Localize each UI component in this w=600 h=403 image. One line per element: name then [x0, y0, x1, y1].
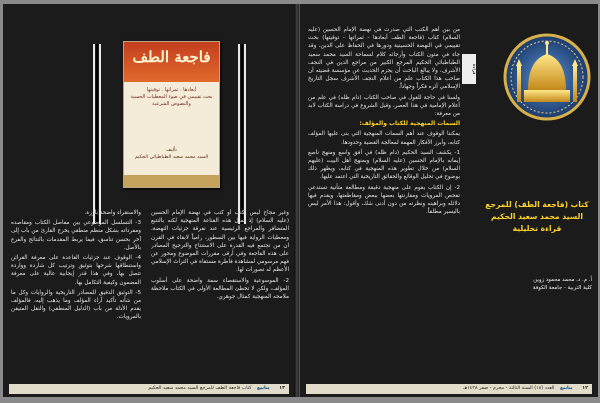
footer-article-title: كتاب فاجعة الطف للمرجع السيد محمد سعيد الحكيم: [148, 386, 252, 391]
paragraph: 2- إن الكتاب يقوم على منهجية دقيقة ومطالعة متأنية تستدعي تفحص المرويات ومقارنتها بعضها ببعض ومقاطعتها، ويقدم فيها دلائله وبراهينه ونظرته من دون أدنى شك، وأقول: هذا الأمر ليس باليسير مطلقاً.: [308, 184, 460, 216]
left-page-footer: [9, 384, 289, 394]
cover-subtitle-line1: أبعادها . ثمراتها . توقيتها: [146, 87, 197, 93]
paragraph: 1- يكشف السيد الحكيم (دام ظله) في أفق واسع ومنهج ناصع إيمانه بالإمام الحسين (عليه السلام) وبمنهج أهل البيت (عليهم السلام) من خلال تطوير هذه المنهجية في كتابه، ويظهر ذلك بوضوح في تحليل الوقائع والحقائق التاريخية التي اعتمد عليها.: [308, 149, 460, 181]
article-title: كتاب (فاجعة الطف) للمرجع السيد محمد سعيد الحكيم قراءة تحليلية: [485, 200, 589, 233]
magazine-name: ينابيع: [257, 386, 270, 391]
paragraph: يمكننا الوقوف عند أهم السمات المنهجية التي بنى عليها المؤلف كتابه، وأبرز الأفكار المهمة لمعالجة القضية وحدودها.: [308, 131, 460, 146]
section-side-label: قراءة: [462, 54, 476, 84]
paragraph: من بين أهم الكتب التي صدرت في نهضة الإمام الحسين (عليه السلام) كتاب (فاجعة الطف أبعادها - ثمراتها - توقيتها) بحث تقييمي في النهضة الحسينية ودورها في الحفاظ على الدين، وقد جاء في متون الكتاب وأرجائه كلام لسماحة السيد محمد سعيد الطباطبائي الحكيم المرجع الكبير من مراجع الدين في النجف الأشرف، ولا يبالغ الباحث أن يجزم الحديث عن مؤسسة قضيته أن صاحب هذا الكتاب علم من أعلام النجف الأشرف سجل التاريخ الإسلامي أثره فكراً وجهاداً.: [308, 27, 460, 91]
author-block: [482, 276, 592, 292]
cover-author-label: تأليف: [166, 148, 177, 153]
book-cover-image: [123, 41, 220, 188]
right-page-footer: [306, 384, 592, 394]
main-column-text: [308, 26, 460, 371]
page-number: ١٣: [279, 386, 285, 391]
decorative-stripes-right: [238, 44, 247, 224]
author-affiliation: كلية التربية - جامعة الكوفة: [532, 285, 592, 291]
author-name: أ. م. د. محمد محمود زوين: [533, 277, 592, 283]
paragraph: وغير مجاح ليس يكتب أو كتب في نهضة الإمام الحسين (عليه السلام) إذ يمثل هذه القناعة المنهجية لكنه بالتتبع المتضافر والمراجع الرئيسية عند تفرقة جزئيات النهضة، ومعطيات الرواية فيها بين السطور، رامياً لابقاء في القرن ان من تجتمع فيه القدرة على الاستنتاج والترجيح المصادر على هذه الفاجعة وفي أرقى مقررات الموضوع ومحور عن فهم مرسومي لمشاهدة فاطرة مستقاة في التراث الإسلامي الأعظم له تصورات لها.: [151, 210, 289, 274]
paragraph: 2- الموسوعية والاستقصاء سمة واضحة على أسلوب المؤلف، ولكن لا تخطئ المطالعة الأولى في الكتاب ملاحظة ملامحه المنهجية كمثال جوهري.: [151, 277, 289, 301]
left-page: [3, 4, 296, 397]
cover-title: فاجعة الطف: [132, 48, 211, 66]
right-page: [299, 4, 598, 397]
cover-subtitle-line2: بحث تقييمي في ضوء المعطيات الحسية والنصوص الشرعية: [130, 94, 213, 107]
cover-subtitle: [130, 87, 213, 108]
section-heading: السمات المنهجية للكتاب والمؤلف:: [359, 120, 460, 128]
paragraph: 4- الوقوف عند جزئيات القاعدة على معرفة القرائن واستنطاقها شرحها بتوثيق وترتيب كل شاردة وواردة تتصل بها، وفي هذا قدر إيجابية عالية على معرفة المضمون وكيفية التكامل بها.: [11, 255, 141, 286]
issue-info: العدد (١٨) السنة الثالثة - محرم - صفر ١٤٢٨هـ: [463, 386, 555, 391]
paragraph: 3- التسلسل الموضوعي بين مفاصل الكتاب ومقاصده ومفرداته بشكل منظم منطقي يخرج القارئ من باب إلى آخر بحسن تناسق، فيما يربط المقدمات بالنتائج والفرع بالأصل.: [11, 220, 141, 251]
cover-author: [130, 147, 213, 161]
magazine-name: ينابيع: [560, 386, 573, 391]
left-column-text: [11, 209, 141, 379]
cover-author-name: السيد محمد سعيد الطباطبائي الحكيم: [134, 155, 209, 160]
paragraph: والاستقراء واضحة بارزة.: [84, 210, 141, 216]
page-number: ١٢: [582, 386, 588, 391]
paragraph: ولسنا في حاجة للقول في صاحب الكتاب (دام ظله) في علم من أعلام الإمامية في هذا العصر، وقبل الشروع في دراسة الكتاب لابد من معرفة:: [308, 94, 460, 118]
cover-footer-band: [124, 175, 219, 187]
shrine-dome-icon: [502, 32, 592, 122]
paragraph: 5- التوثيق الدقيق للمصادر التاريخية والروايات وكل ما من شأنه تأكيد آراء المؤلف وما يذهب إليه، فالمؤلف يقدم الأدلة من باب (الدليل المنطقي) والنقل المتيقن بالمرويات.: [11, 289, 141, 321]
decorative-stripes-left: [93, 44, 102, 224]
right-column-text: [151, 209, 289, 379]
